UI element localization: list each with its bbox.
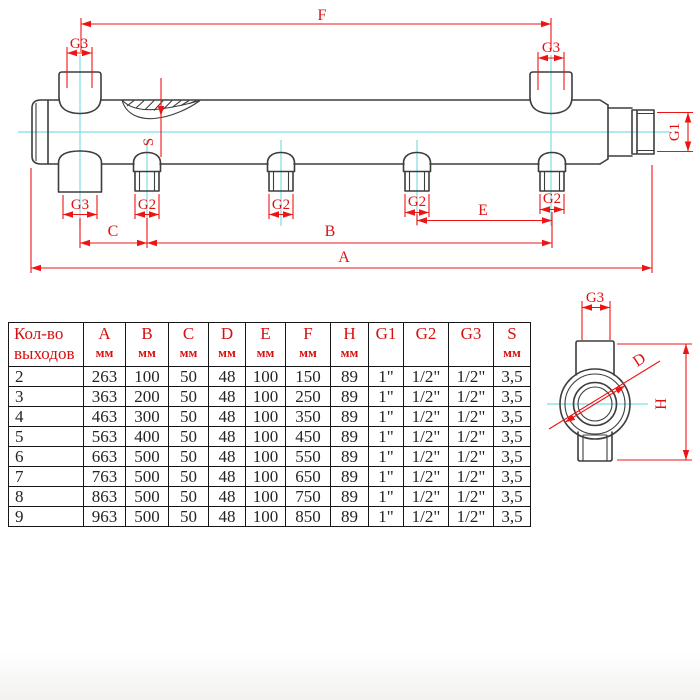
- value-cell: 963: [84, 507, 126, 527]
- outputs-count-cell: 4: [9, 407, 84, 427]
- value-cell: 100: [246, 507, 286, 527]
- col-header-a: A мм: [84, 323, 126, 367]
- value-cell: 1/2": [404, 367, 449, 387]
- dim-label-g3-end-view: G3: [585, 290, 605, 306]
- value-cell: 1/2": [404, 447, 449, 467]
- value-cell: 100: [246, 487, 286, 507]
- value-cell: 48: [209, 487, 246, 507]
- value-cell: 450: [286, 427, 331, 447]
- value-cell: 500: [126, 447, 169, 467]
- value-cell: 500: [126, 467, 169, 487]
- end-view-top-port: [576, 341, 614, 375]
- value-cell: 48: [209, 407, 246, 427]
- value-cell: 100: [246, 427, 286, 447]
- table-row: [9, 427, 531, 447]
- col-header-e: E мм: [246, 323, 286, 367]
- col-header-h: H мм: [331, 323, 369, 367]
- value-cell: 1/2": [404, 387, 449, 407]
- value-cell: 150: [286, 367, 331, 387]
- value-cell: 1/2": [404, 427, 449, 447]
- value-cell: 1/2": [404, 507, 449, 527]
- value-cell: 363: [84, 387, 126, 407]
- value-cell: 763: [84, 467, 126, 487]
- value-cell: 50: [169, 467, 209, 487]
- value-cell: 1/2": [404, 407, 449, 427]
- value-cell: 550: [286, 447, 331, 467]
- value-cell: 89: [331, 467, 369, 487]
- table-row: [9, 407, 531, 427]
- value-cell: 350: [286, 407, 331, 427]
- value-cell: 663: [84, 447, 126, 467]
- value-cell: 89: [331, 387, 369, 407]
- value-cell: 463: [84, 407, 126, 427]
- col-header-s: S мм: [494, 323, 531, 367]
- value-cell: 650: [286, 467, 331, 487]
- value-cell: 3,5: [494, 487, 531, 507]
- value-cell: 50: [169, 367, 209, 387]
- outputs-count-cell: 8: [9, 487, 84, 507]
- value-cell: 48: [209, 367, 246, 387]
- table-row: [9, 447, 531, 467]
- value-cell: 1/2": [449, 367, 494, 387]
- bottom-ports-g2: [134, 153, 566, 192]
- value-cell: 1": [369, 427, 404, 447]
- value-cell: 89: [331, 427, 369, 447]
- outputs-count-cell: 7: [9, 467, 84, 487]
- table-row: [9, 507, 531, 527]
- value-cell: 48: [209, 427, 246, 447]
- value-cell: 200: [126, 387, 169, 407]
- table-row: [9, 367, 531, 387]
- value-cell: 89: [331, 407, 369, 427]
- value-cell: 863: [84, 487, 126, 507]
- table-row: [9, 387, 531, 407]
- value-cell: 1/2": [449, 467, 494, 487]
- outputs-header-line2: выходов: [14, 344, 75, 363]
- value-cell: 500: [126, 507, 169, 527]
- value-cell: 1": [369, 467, 404, 487]
- outputs-count-cell: 6: [9, 447, 84, 467]
- table-row: [9, 487, 531, 507]
- value-cell: 300: [126, 407, 169, 427]
- col-header-b: B мм: [126, 323, 169, 367]
- col-header-g3: G3: [449, 323, 494, 367]
- value-cell: 1/2": [449, 407, 494, 427]
- value-cell: 50: [169, 447, 209, 467]
- outputs-count-cell: 2: [9, 367, 84, 387]
- dim-label-g2-1: G2: [137, 197, 157, 213]
- spec-table: [8, 322, 531, 527]
- dim-label-g2-2: G2: [271, 197, 291, 213]
- value-cell: 1/2": [449, 427, 494, 447]
- col-header-g2: G2: [404, 323, 449, 367]
- dim-label-g3-bottom: G3: [70, 197, 90, 213]
- dim-label-g3-top-left: G3: [69, 36, 89, 52]
- value-cell: 100: [126, 367, 169, 387]
- value-cell: 48: [209, 467, 246, 487]
- dim-label-g2-3: G2: [407, 194, 427, 210]
- dim-label-g3-top-right: G3: [541, 40, 561, 56]
- value-cell: 400: [126, 427, 169, 447]
- value-cell: 3,5: [494, 447, 531, 467]
- value-cell: 50: [169, 427, 209, 447]
- value-cell: 89: [331, 367, 369, 387]
- value-cell: 3,5: [494, 367, 531, 387]
- dim-label-h: H: [653, 398, 670, 410]
- value-cell: 3,5: [494, 407, 531, 427]
- outputs-count-cell: 5: [9, 427, 84, 447]
- value-cell: 100: [246, 407, 286, 427]
- spec-table-body: [9, 367, 531, 527]
- dim-label-g2-4: G2: [542, 191, 562, 207]
- value-cell: 1": [369, 507, 404, 527]
- value-cell: 89: [331, 487, 369, 507]
- dim-label-s: S: [141, 137, 157, 147]
- value-cell: 48: [209, 387, 246, 407]
- value-cell: 563: [84, 427, 126, 447]
- value-cell: 3,5: [494, 507, 531, 527]
- value-cell: 1/2": [404, 487, 449, 507]
- value-cell: 1": [369, 407, 404, 427]
- dim-label-g1: G1: [667, 122, 683, 142]
- value-cell: 50: [169, 407, 209, 427]
- dim-label-f: F: [317, 7, 327, 24]
- value-cell: 1": [369, 387, 404, 407]
- table-row: [9, 467, 531, 487]
- value-cell: 100: [246, 367, 286, 387]
- value-cell: 48: [209, 507, 246, 527]
- value-cell: 1/2": [404, 467, 449, 487]
- value-cell: 1": [369, 447, 404, 467]
- value-cell: 50: [169, 387, 209, 407]
- value-cell: 263: [84, 367, 126, 387]
- outputs-count-cell: 3: [9, 387, 84, 407]
- value-cell: 1": [369, 487, 404, 507]
- col-header-outputs: [9, 323, 84, 367]
- value-cell: 100: [246, 387, 286, 407]
- value-cell: 1": [369, 367, 404, 387]
- col-header-d: D мм: [209, 323, 246, 367]
- table-header-row: [9, 323, 531, 367]
- value-cell: 3,5: [494, 467, 531, 487]
- col-header-f: F мм: [286, 323, 331, 367]
- dim-label-c: C: [107, 223, 119, 240]
- dim-label-a: A: [338, 249, 350, 266]
- value-cell: 50: [169, 507, 209, 527]
- value-cell: 1/2": [449, 387, 494, 407]
- value-cell: 1/2": [449, 507, 494, 527]
- col-header-g1: G1: [369, 323, 404, 367]
- value-cell: 89: [331, 447, 369, 467]
- dim-label-b: B: [324, 223, 336, 240]
- value-cell: 750: [286, 487, 331, 507]
- value-cell: 3,5: [494, 387, 531, 407]
- value-cell: 100: [246, 467, 286, 487]
- col-header-c: C мм: [169, 323, 209, 367]
- value-cell: 89: [331, 507, 369, 527]
- value-cell: 1/2": [449, 447, 494, 467]
- value-cell: 1/2": [449, 487, 494, 507]
- dim-label-d: D: [630, 349, 650, 371]
- value-cell: 850: [286, 507, 331, 527]
- outputs-header-line1: Кол-во: [14, 324, 64, 343]
- value-cell: 250: [286, 387, 331, 407]
- value-cell: 500: [126, 487, 169, 507]
- value-cell: 48: [209, 447, 246, 467]
- value-cell: 3,5: [494, 427, 531, 447]
- dim-label-e: E: [478, 202, 488, 219]
- value-cell: 50: [169, 487, 209, 507]
- value-cell: 100: [246, 447, 286, 467]
- outputs-count-cell: 9: [9, 507, 84, 527]
